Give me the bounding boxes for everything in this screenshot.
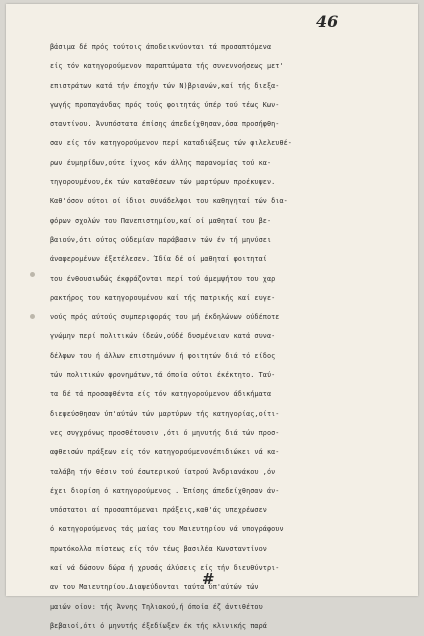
text-line: καί νά δώσουν δώρα ή χρυσάς άλύσεις είς τήν διευθύντρι- — [50, 564, 280, 573]
text-line: του ένθουσιωδώς έκφράζονται περί τού άμεμψήτου του χαρ — [50, 274, 276, 283]
punch-hole — [30, 272, 35, 277]
text-line: βεβαιοί,ότι ό μηνυτής έξεδίωξεν έκ τής κλινικής παρά — [50, 621, 267, 630]
text-line: βάσιμα δέ πρός τούτοις άποδεικνύονται τά προσαπτόμενα — [50, 43, 272, 51]
document-page — [6, 4, 418, 630]
text-line: τα δέ τά προσαφθέντα είς τόν κατηγορούμενον άδικήματα — [50, 390, 272, 399]
text-line: διεψεύσθησαν ύπ'αύτών τών μαρτύρων τής κατηγορίας,οίτι- — [50, 409, 280, 418]
text-line: επιστράτων κατά τήν έποχήν τών Ν)βριανών,καί τής διεξα- — [50, 81, 280, 90]
text-line: ό κατηγορούμενος τάς μαίας του Μαιευτηρίου νά υπογράφουν — [50, 525, 284, 534]
text-line: νούς πρός αύτούς συμπεριφοράς του μή έκδηλώνων ούδέποτε — [50, 313, 280, 322]
text-line: φόρων σχολών του Πανεπιστημίου,καί οί μαθηταί του βε- — [50, 216, 272, 225]
text-line: ρακτήρος του κατηγορουμένου καί τής πατρικής καί ευγε- — [50, 293, 276, 302]
page-number: 46 — [316, 12, 339, 31]
text-line: γνώμην περί πολιτικών ίδεών,ούδέ δυσμένειαν κατά συνα- — [50, 332, 276, 341]
punch-hole — [30, 314, 35, 319]
text-line: αν του Μαιευτηρίου.Διαψεύδονται ταύτα ύπ'αύτών τών — [50, 583, 259, 592]
text-line: βαιούν,ότι ούτος ούδεμίαν παράβασιν τών έν τή μηνύσει — [50, 235, 272, 244]
text-line: μαιών οίον: τής Άννης Τηλιακού,ή όποία έζ άντιθέτου — [50, 602, 263, 611]
text-line: έχει διορίση ό κατηγορούμενος . Έπίσης άπεδείχθησαν άν- — [50, 486, 280, 495]
text-line: νες συγχρόνως προσθέτουσιν ,ότι ό μηνυτής διά τών προσ- — [50, 428, 280, 437]
text-line: ρων έυμηρίδων,ούτε ίχνος κάν άλλης παρανομίας τού κα- — [50, 158, 272, 167]
text-line: Καθ'όσον ούτοι οί ίδιοι συνάδελφοι του καθηγηταί τών δια- — [50, 197, 288, 206]
text-line: τών πολιτικών φρονημάτων,τά όποία ούτοι έκέκτητο. Ταύ- — [50, 371, 276, 380]
text-line: σταντίνου. Άνυπόστατα έπίσης άπεδείχθησαν,όσα προσήφθη- — [50, 120, 280, 129]
text-line: πρωτόκολλα πίστεως είς τόν τέως βασιλέα Κωνσταντίνον — [50, 544, 267, 553]
text-line: υπόστατοι αί προσαπτόμεναι πράξεις,καθ'άς υπεχρέωσεν — [50, 506, 267, 515]
text-line: αφθεισών πράξεων είς τόν κατηγορούμενονέπιδιώκει νά κα- — [50, 448, 280, 457]
end-mark: # — [202, 570, 215, 588]
text-line: γωγής προπαγάνδας πρός τούς φοιτητάς ύπέρ τού τέως Κων- — [50, 100, 280, 109]
text-line: άναφερομένων έξετέλεσεν. Ίδία δέ οί μαθηταί φοιτηταί — [50, 255, 267, 264]
text-line: σαν είς τόν κατηγορούμενον περί καταδιώξεως τών φιλελευθέ- — [50, 139, 292, 148]
text-line: είς τόν κατηγορούμενον παραπτώματα τής συνεννοήσεως μετ' — [50, 62, 284, 71]
text-line: δέλφων του ή άλλων επιστημόνων ή φοιτητών διά τό είδος — [50, 351, 276, 360]
text-line: τηγορουμένου,έκ τών καταθέσεων τών μαρτύρων προέκυψεν. — [50, 178, 276, 187]
typewritten-text-block — [50, 38, 410, 636]
text-line: ταλάβη τήν θέσιν τού έσωτερικού ίατρού Άνδριανάκου ,όν — [50, 467, 276, 476]
